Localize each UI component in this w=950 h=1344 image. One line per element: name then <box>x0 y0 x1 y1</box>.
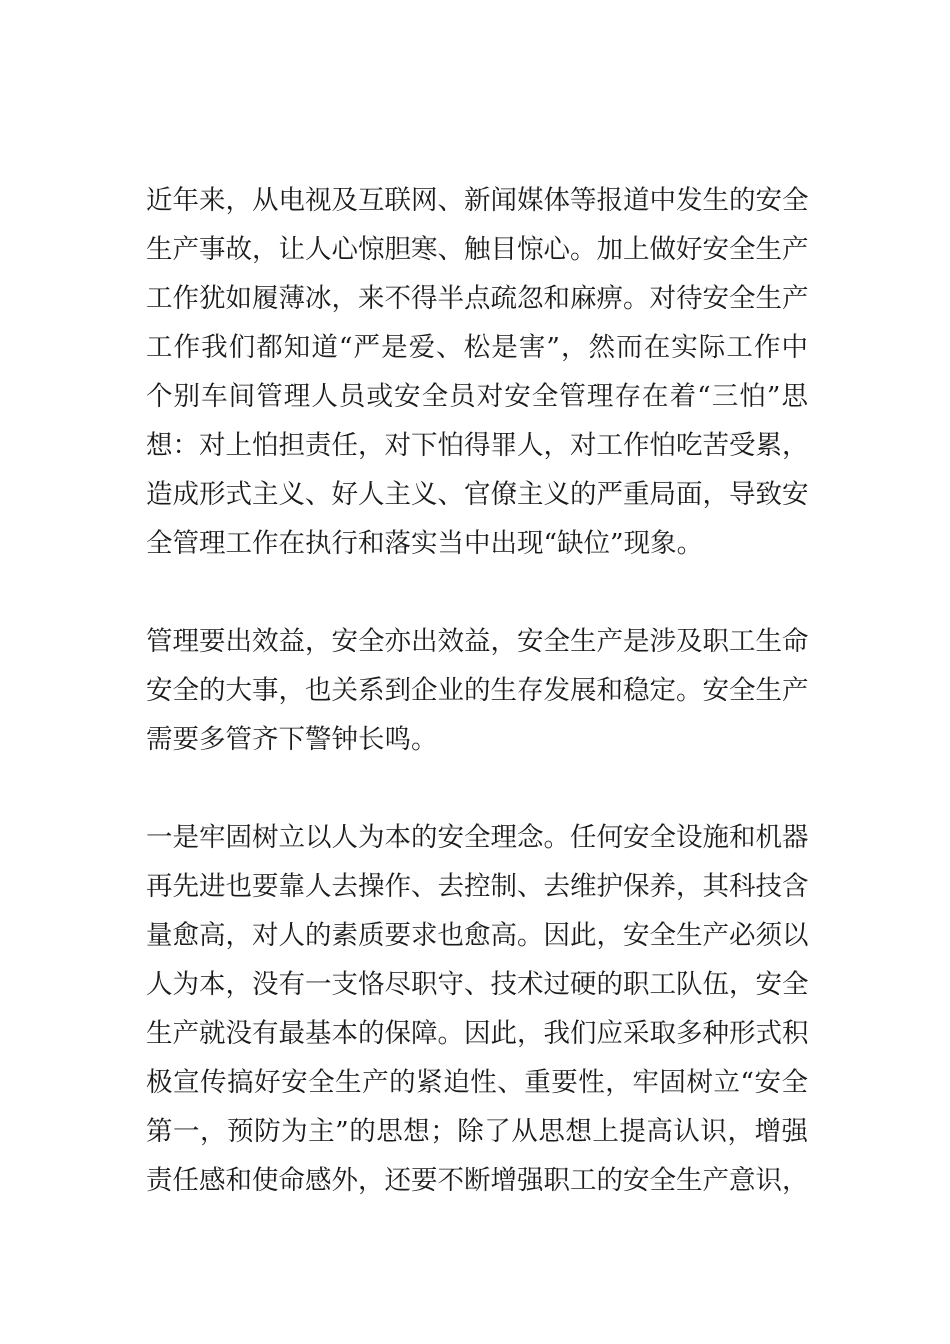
paragraph-spacer <box>146 764 808 813</box>
text-line: 工作犹如履薄冰，来不得半点疏忽和麻痹。对待安全生产 <box>146 283 809 314</box>
text-line: 个别车间管理人员或安全员对安全管理存在着“三怕”思 <box>146 381 808 412</box>
text-line: 管理要出效益，安全亦出效益，安全生产是涉及职工生命 <box>146 626 809 657</box>
text-line: 需要多管齐下警钟长鸣。 <box>146 724 438 755</box>
text-line: 全管理工作在执行和落实当中出现“缺位”现象。 <box>146 528 704 559</box>
text-line: 生产事故，让人心惊胆寒、触目惊心。加上做好安全生产 <box>146 234 809 265</box>
paragraph-2 <box>146 617 808 764</box>
text-line: 造成形式主义、好人主义、官僚主义的严重局面，导致安 <box>146 479 809 510</box>
text-line: 再先进也要靠人去操作、去控制、去维护保养，其科技含 <box>146 871 809 902</box>
paragraph-spacer <box>146 568 808 617</box>
text-line: 人为本，没有一支恪尽职守、技术过硬的职工队伍，安全 <box>146 969 809 1000</box>
text-line: 极宣传搞好安全生产的紧迫性、重要性，牢固树立“安全 <box>146 1067 808 1098</box>
text-line: 一是牢固树立以人为本的安全理念。任何安全设施和机器 <box>146 822 809 853</box>
text-line: 责任感和使命感外，还要不断增强职工的安全生产意识， <box>146 1165 809 1196</box>
paragraph-3 <box>146 813 808 1205</box>
document-body <box>146 176 808 1205</box>
text-line: 想：对上怕担责任，对下怕得罪人，对工作怕吃苦受累， <box>146 430 809 461</box>
paragraph-1 <box>146 176 808 568</box>
text-line: 生产就没有最基本的保障。因此，我们应采取多种形式积 <box>146 1018 809 1049</box>
text-line: 第一，预防为主”的思想；除了从思想上提高认识，增强 <box>146 1116 808 1147</box>
text-line: 量愈高，对人的素质要求也愈高。因此，安全生产必须以 <box>146 920 809 951</box>
text-line: 近年来，从电视及互联网、新闻媒体等报道中发生的安全 <box>146 185 809 216</box>
text-line: 工作我们都知道“严是爱、松是害”，然而在实际工作中 <box>146 332 808 363</box>
text-line: 安全的大事，也关系到企业的生存发展和稳定。安全生产 <box>146 675 809 706</box>
